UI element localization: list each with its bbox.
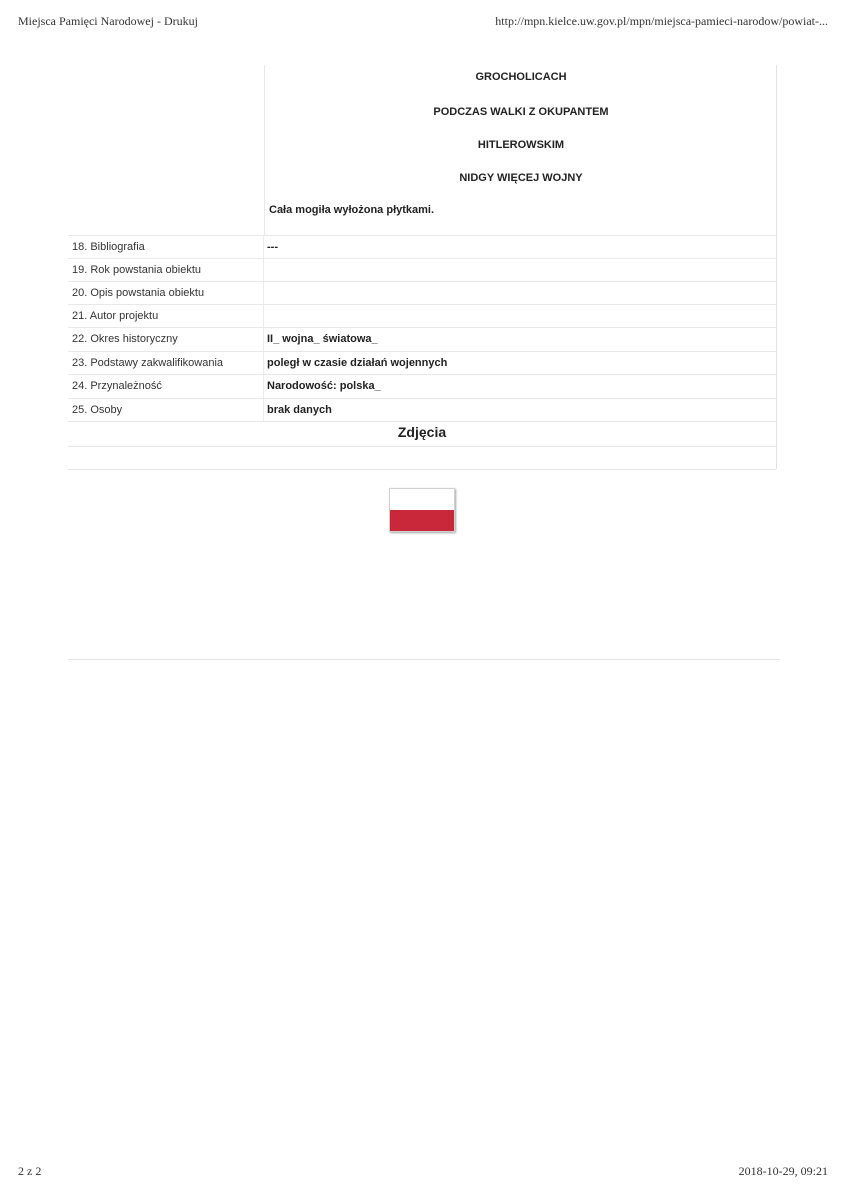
detail-value: --- [267,241,278,253]
inscription-line: HITLEROWSKIM [477,139,565,151]
detail-label: 18. Bibliografia [72,241,145,253]
detail-row-project-author [68,304,776,328]
detail-label: 20. Opis powstania obiektu [72,287,205,299]
inscription-cell [264,65,777,235]
column-divider [263,259,264,282]
inscription-line: GROCHOLICACH [475,71,567,83]
detail-label: 25. Osoby [72,404,123,416]
column-divider [263,399,264,422]
print-datetime: 2018-10-29, 09:21 [738,1164,828,1178]
page-bottom-divider [68,659,780,660]
detail-label: 21. Autor projektu [72,310,159,322]
detail-row-creation-description [68,281,776,305]
column-divider [263,305,264,328]
polish-flag-icon[interactable] [389,488,455,532]
detail-value: brak danych [267,404,332,416]
detail-label: 22. Okres historyczny [72,333,178,345]
divider [68,469,776,470]
detail-label: 24. Przynależność [72,380,162,392]
detail-row-persons [68,398,776,422]
column-divider [263,282,264,305]
detail-row-year-created [68,258,776,282]
detail-value: II_ wojna_ światowa_ [267,333,378,345]
detail-value: poległ w czasie działań wojennych [267,357,448,369]
inscription-note: Cała mogiła wyłożona płytkami. [269,204,435,216]
print-page-title: Miejsca Pamięci Narodowej - Drukuj [18,14,198,28]
column-divider [263,328,264,351]
detail-label: 23. Podstawy zakwalifikowania [72,357,224,369]
page-number: 2 z 2 [18,1164,42,1178]
detail-row-bibliography [68,235,776,259]
photos-section-title: Zdjęcia [397,424,447,440]
flag-red-stripe [390,510,454,531]
detail-row-affiliation [68,374,776,398]
column-divider [263,352,264,375]
column-divider [263,375,264,398]
detail-label: 19. Rok powstania obiektu [72,264,202,276]
detail-value: Narodowość: polska_ [267,380,381,392]
detail-row-qualification-basis [68,351,776,375]
inscription-line: PODCZAS WALKI Z OKUPANTEM [433,106,609,118]
divider [68,446,776,447]
inscription-line: NIDGY WIĘCEJ WOJNY [459,172,583,184]
detail-row-historical-period [68,327,776,351]
divider [68,421,776,422]
flag-white-stripe [390,489,454,510]
column-divider [263,236,264,259]
print-page-url: http://mpn.kielce.uw.gov.pl/mpn/miejsca-pamieci-narodow/powiat-... [495,14,828,28]
